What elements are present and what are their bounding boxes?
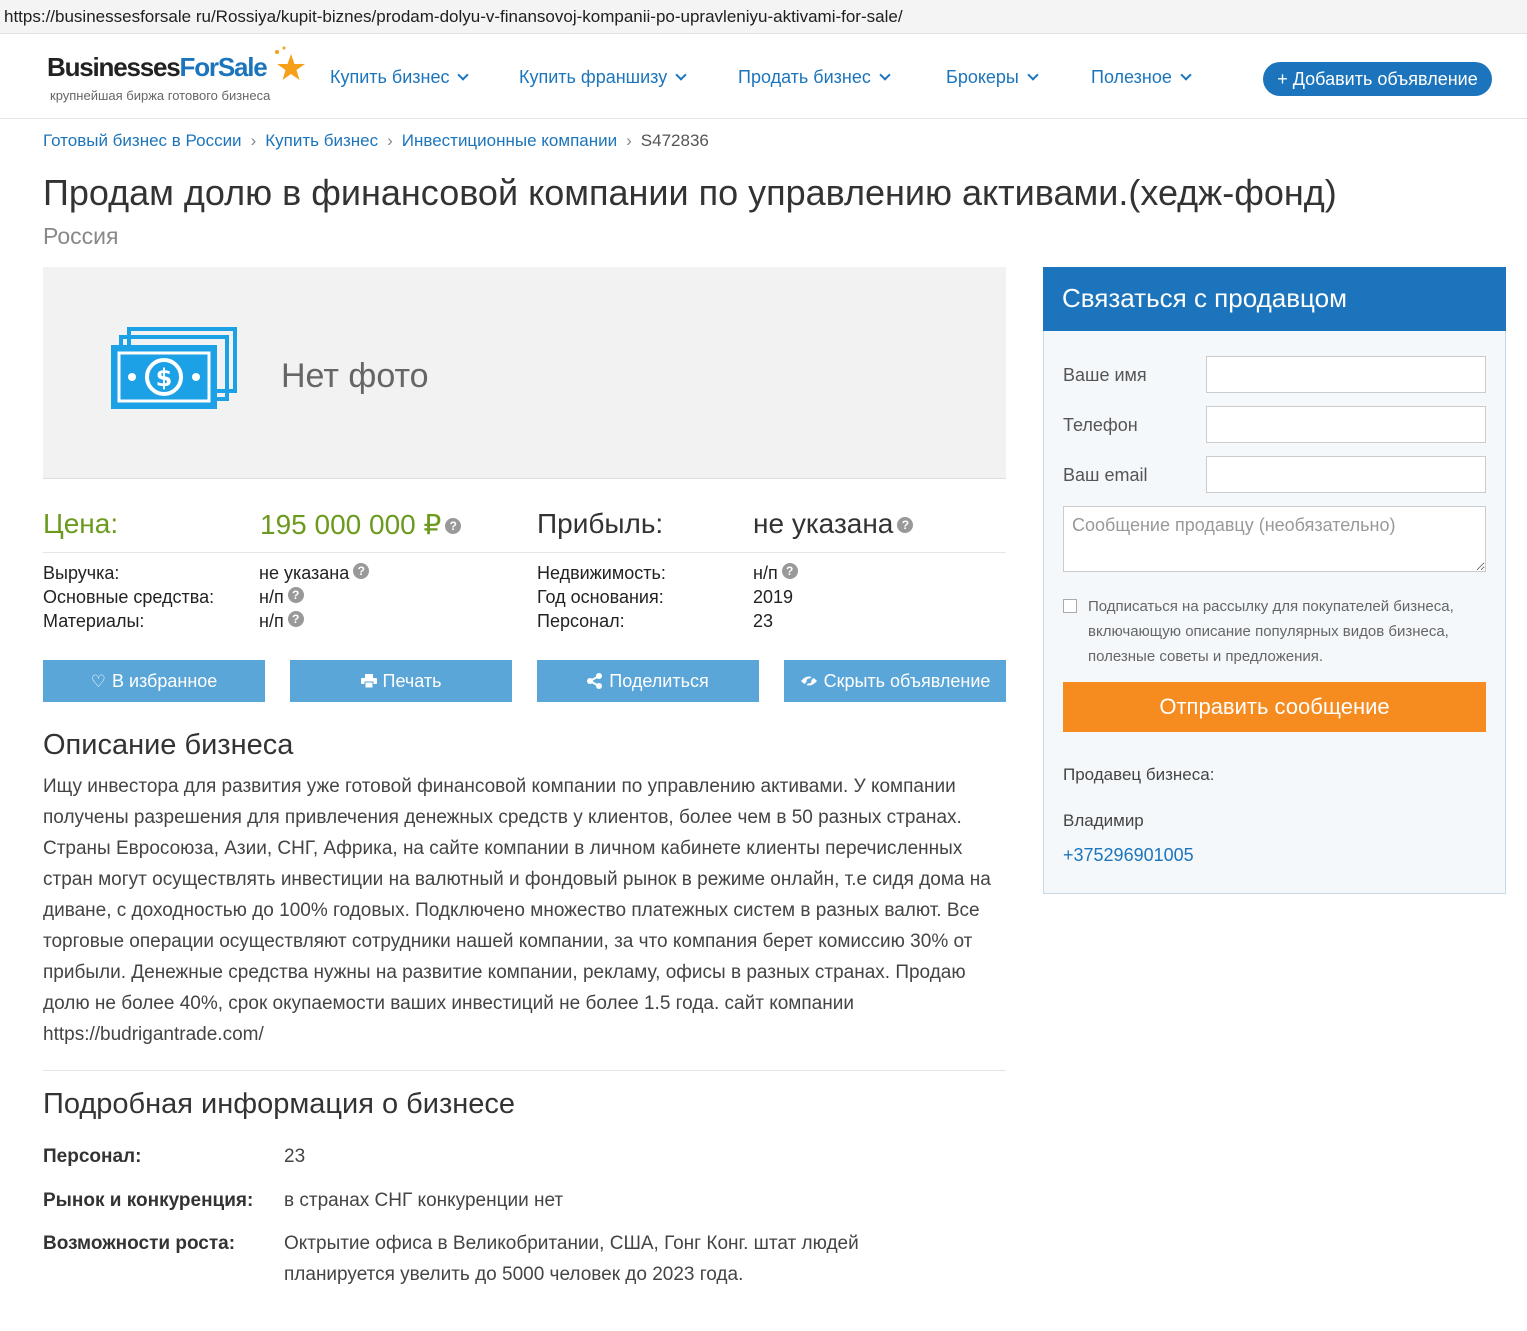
stat-label: Основные средства:: [43, 587, 215, 607]
email-label: Ваш email: [1063, 465, 1148, 485]
subscribe-checkbox[interactable]: [1063, 599, 1077, 613]
phone-input[interactable]: [1206, 406, 1486, 443]
stat-label: Выручка:: [43, 563, 120, 583]
question-icon[interactable]: ?: [288, 611, 304, 627]
stat-label: Персонал:: [537, 611, 625, 631]
print-button[interactable]: Печать: [290, 660, 512, 702]
question-icon[interactable]: ?: [288, 587, 304, 603]
question-icon[interactable]: ?: [353, 563, 369, 579]
section-divider: [43, 1070, 1006, 1071]
stat-label: Недвижимость:: [537, 563, 666, 583]
heart-icon: ♡: [90, 672, 106, 691]
listing-location: Россия: [43, 223, 119, 249]
breadcrumb-link[interactable]: Купить бизнес: [265, 131, 379, 150]
nav-useful[interactable]: Полезное: [1091, 67, 1190, 88]
browser-address-bar[interactable]: [0, 0, 1527, 34]
detail-label: Рынок и конкуренция:: [43, 1190, 254, 1211]
detail-value: Октрытие офиса в Великобритании, США, Гонг Конг. штат людей планируется увелить до 5000 человек до 2023 года.: [284, 1233, 859, 1285]
money-icon: [109, 327, 239, 412]
nav-sell-business[interactable]: Продать бизнес: [738, 67, 889, 88]
breadcrumb-link[interactable]: Готовый бизнес в России: [43, 131, 242, 150]
stat-value: не указана ?: [259, 563, 369, 584]
contact-panel-title: Связаться с продавцом: [1062, 283, 1347, 313]
stat-value: 2019: [753, 587, 794, 607]
question-icon[interactable]: ?: [782, 563, 798, 579]
detail-label: Персонал:: [43, 1146, 142, 1167]
profit-label: Прибыль:: [537, 508, 664, 539]
print-icon: [361, 674, 377, 688]
chevron-down-icon: [1027, 69, 1038, 80]
contact-panel-header: [1043, 267, 1506, 331]
nav-buy-business[interactable]: Купить бизнес: [330, 67, 467, 88]
page-title: Продам долю в финансовой компании по управлению активами.(хедж-фонд): [43, 172, 1337, 213]
stat-value: 23: [753, 611, 774, 631]
subscribe-label: Подписаться на рассылку для покупателей бизнеса, включающую описание популярных видов бизнеса, полезные советы и предложения.: [1088, 598, 1454, 665]
chevron-down-icon: [879, 69, 890, 80]
site-header: [0, 34, 1527, 119]
seller-phone-link[interactable]: +375296901005: [1063, 845, 1194, 865]
breadcrumb-separator-icon: ›: [626, 131, 632, 150]
photo-placeholder: [43, 267, 1006, 479]
nav-buy-franchise[interactable]: Купить франшизу: [519, 67, 685, 88]
contact-seller-panel: [1043, 267, 1506, 894]
breadcrumb-current: S472836: [640, 131, 709, 150]
price-value: 195 000 000 ₽ ?: [260, 508, 461, 541]
site-logo[interactable]: [47, 52, 271, 103]
breadcrumb-separator-icon: ›: [250, 131, 257, 150]
favorite-button[interactable]: ♡ В избранное: [43, 660, 265, 702]
stat-value: н/п ?: [259, 587, 304, 608]
detail-value: в странах СНГ конкуренции нет: [284, 1190, 564, 1211]
logo-tagline: крупнейшая биржа готового бизнеса: [50, 88, 271, 103]
detail-label: Возможности роста:: [43, 1233, 236, 1254]
details-title: Подробная информация о бизнесе: [43, 1088, 516, 1120]
breadcrumb: [43, 131, 709, 151]
seller-label: Продавец бизнеса:: [1063, 765, 1215, 784]
stat-value: н/п ?: [259, 611, 304, 632]
description-title: Описание бизнеса: [43, 729, 294, 761]
send-message-button[interactable]: Отправить сообщение: [1063, 682, 1486, 732]
price-row: [43, 503, 1006, 553]
stat-label: Материалы:: [43, 611, 145, 631]
logo-star-icon: [267, 44, 307, 84]
logo-wordmark: BusinessesForSale: [47, 52, 267, 82]
add-listing-button[interactable]: + Добавить объявление: [1263, 62, 1492, 96]
share-icon: [587, 673, 603, 689]
eye-slash-icon: [800, 674, 818, 688]
hide-listing-button[interactable]: Скрыть объявление: [784, 660, 1006, 702]
svg-text:$: $: [155, 364, 173, 392]
detail-value: 23: [284, 1146, 306, 1167]
phone-label: Телефон: [1063, 415, 1138, 435]
message-textarea[interactable]: [1063, 506, 1486, 572]
question-icon[interactable]: ?: [897, 517, 913, 533]
name-input[interactable]: [1206, 356, 1486, 393]
name-label: Ваше имя: [1063, 365, 1147, 385]
seller-name: Владимир: [1063, 811, 1144, 830]
nav-brokers[interactable]: Брокеры: [946, 67, 1037, 88]
breadcrumb-separator-icon: ›: [387, 131, 393, 150]
chevron-down-icon: [676, 69, 687, 80]
profit-value: не указана ?: [753, 508, 913, 540]
stat-label: Год основания:: [537, 587, 664, 607]
share-button[interactable]: Поделиться: [537, 660, 759, 702]
description-text: Ищу инвестора для развития уже готовой финансовой компании по управлению активами. У компании получены разрешения для привлечения денежных средств у клиентов, более чем в 50 разных странах. Страны Евросоюза, Азии, СНГ, Африка, на сайте компании в личном кабинете клиенты перечисленных стран могут осуществлять инвестиции на валютный и фондовый рынок в режиме онлайн, т.е сидя дома на диване, с доходностью до 100% годовых. Подключено множество платежных систем в разных валют. Все торговые операции осуществляют сотрудники нашей компании, за что компания берет комиссию 30% от прибыли. Денежные средства нужны на развитие компании, рекламу, офисы в разных странах. Продаю долю не более 40%, срок окупаемости ваших инвестиций не более 1.5 года. сайт компании https://budrigantrade.com/: [43, 776, 991, 1045]
no-photo-label: Нет фото: [281, 357, 429, 395]
question-icon[interactable]: ?: [445, 518, 461, 534]
url-text: https://businessesforsale ru/Rossiya/kupit-biznes/prodam-dolyu-v-finansovoj-kompanii-po-upravleniyu-aktivami-for-sale/: [4, 7, 903, 26]
email-input[interactable]: [1206, 456, 1486, 493]
breadcrumb-link[interactable]: Инвестиционные компании: [401, 131, 618, 150]
chevron-down-icon: [458, 69, 469, 80]
stat-value: н/п ?: [753, 563, 798, 584]
chevron-down-icon: [1180, 69, 1191, 80]
price-label: Цена:: [43, 508, 119, 539]
